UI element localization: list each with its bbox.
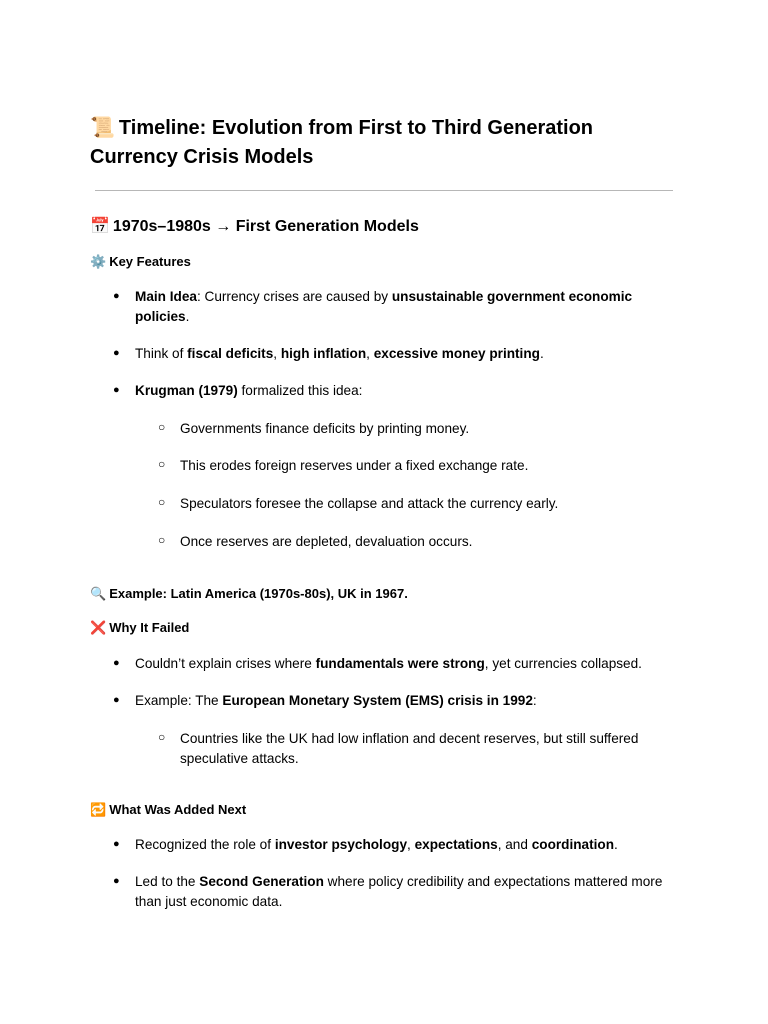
text: , and: [497, 837, 532, 852]
text: .: [185, 308, 190, 324]
repeat-icon: 🔁: [90, 803, 107, 818]
text: .: [539, 346, 544, 361]
sub-list-item: [158, 419, 680, 439]
text: where policy credibility and expectations mattered more than just economic data.: [135, 874, 663, 909]
sub-bullet-icon: ○: [158, 495, 166, 509]
bold-text: coordination: [531, 837, 615, 852]
horizontal-divider: [95, 190, 673, 191]
section-heading: [90, 215, 419, 238]
bullet-icon: ●: [113, 657, 120, 669]
bold-text: investor psychology: [274, 837, 408, 852]
bold-text: Second Generation: [199, 874, 324, 889]
text: :: [532, 693, 537, 708]
text: This erodes foreign reserves under a fixed exchange rate.: [180, 458, 529, 473]
text: ,: [273, 346, 281, 361]
sub-bullet-icon: ○: [158, 730, 166, 744]
text: Speculators foresee the collapse and attack the currency early.: [180, 496, 559, 511]
sub-bullet-icon: ○: [158, 457, 166, 471]
cross-icon: ❌: [90, 621, 107, 636]
list-item: [113, 835, 680, 855]
list-item: [113, 654, 680, 674]
text: Couldn’t explain crises where: [135, 656, 316, 671]
why-failed-heading-text: Why It Failed: [109, 620, 190, 635]
gear-icon: ⚙️: [90, 255, 107, 270]
list-item: [113, 872, 680, 911]
added-next-heading-text: What Was Added Next: [109, 802, 247, 817]
bold-text: excessive money printing: [373, 346, 540, 361]
list-item: [113, 381, 680, 401]
page-title: [90, 113, 680, 172]
calendar-icon: 📅: [90, 216, 110, 235]
text: Recognized the role of: [135, 837, 275, 852]
list-item: [113, 691, 680, 711]
text: ,: [366, 346, 374, 361]
why-failed-heading: [90, 619, 189, 638]
text: : Currency crises are caused by: [196, 289, 392, 304]
text: .: [614, 837, 618, 852]
text: Think of: [135, 346, 188, 361]
added-next-heading: [90, 801, 246, 820]
text: Governments finance deficits by printing money.: [180, 421, 470, 436]
bold-text: fiscal deficits: [187, 346, 274, 361]
bold-text: Main Idea: [135, 289, 197, 304]
sub-bullet-icon: ○: [158, 420, 166, 434]
page-title-text: Timeline: Evolution from First to Third Generation Currency Crisis Models: [90, 117, 594, 168]
text: ,: [407, 837, 415, 852]
key-features-heading-text: Key Features: [109, 254, 191, 269]
bullet-icon: ●: [113, 875, 120, 887]
bold-text: Krugman (1979): [135, 383, 238, 398]
text: Example: The: [135, 693, 223, 708]
text: formalized this idea:: [237, 383, 363, 398]
sub-list-item: [158, 494, 680, 514]
bullet-icon: ●: [113, 384, 120, 396]
sub-list-item: [158, 729, 680, 768]
sub-list-item: [158, 456, 680, 476]
bullet-icon: ●: [113, 290, 120, 302]
example-text: Example: Latin America (1970s-80s), UK in 1967.: [109, 586, 408, 601]
bullet-icon: ●: [113, 694, 120, 706]
sub-bullet-icon: ○: [158, 533, 166, 547]
sub-list-item: [158, 532, 680, 552]
bold-text: European Monetary System (EMS) crisis in 1992: [222, 693, 533, 708]
text: , yet currencies collapsed.: [484, 656, 642, 671]
bold-text: expectations: [414, 837, 498, 852]
bold-text: fundamentals were strong: [315, 656, 485, 671]
bold-text: unsustainable government economic policies: [135, 289, 633, 324]
section-heading-text: 1970s–1980s → First Generation Models: [112, 218, 419, 235]
list-item: [113, 287, 680, 326]
magnifier-icon: 🔍: [90, 587, 107, 602]
text: Countries like the UK had low inflation and decent reserves, but still suffered speculative attacks.: [180, 731, 639, 766]
text: Led to the: [135, 874, 200, 889]
scroll-icon: 📜: [90, 115, 115, 139]
bullet-icon: ●: [113, 347, 120, 359]
key-features-heading: [90, 253, 191, 272]
bullet-icon: ●: [113, 838, 120, 850]
example-line: [90, 585, 408, 604]
text: Once reserves are depleted, devaluation occurs.: [180, 534, 473, 549]
list-item: [113, 344, 680, 364]
bold-text: high inflation: [280, 346, 367, 361]
